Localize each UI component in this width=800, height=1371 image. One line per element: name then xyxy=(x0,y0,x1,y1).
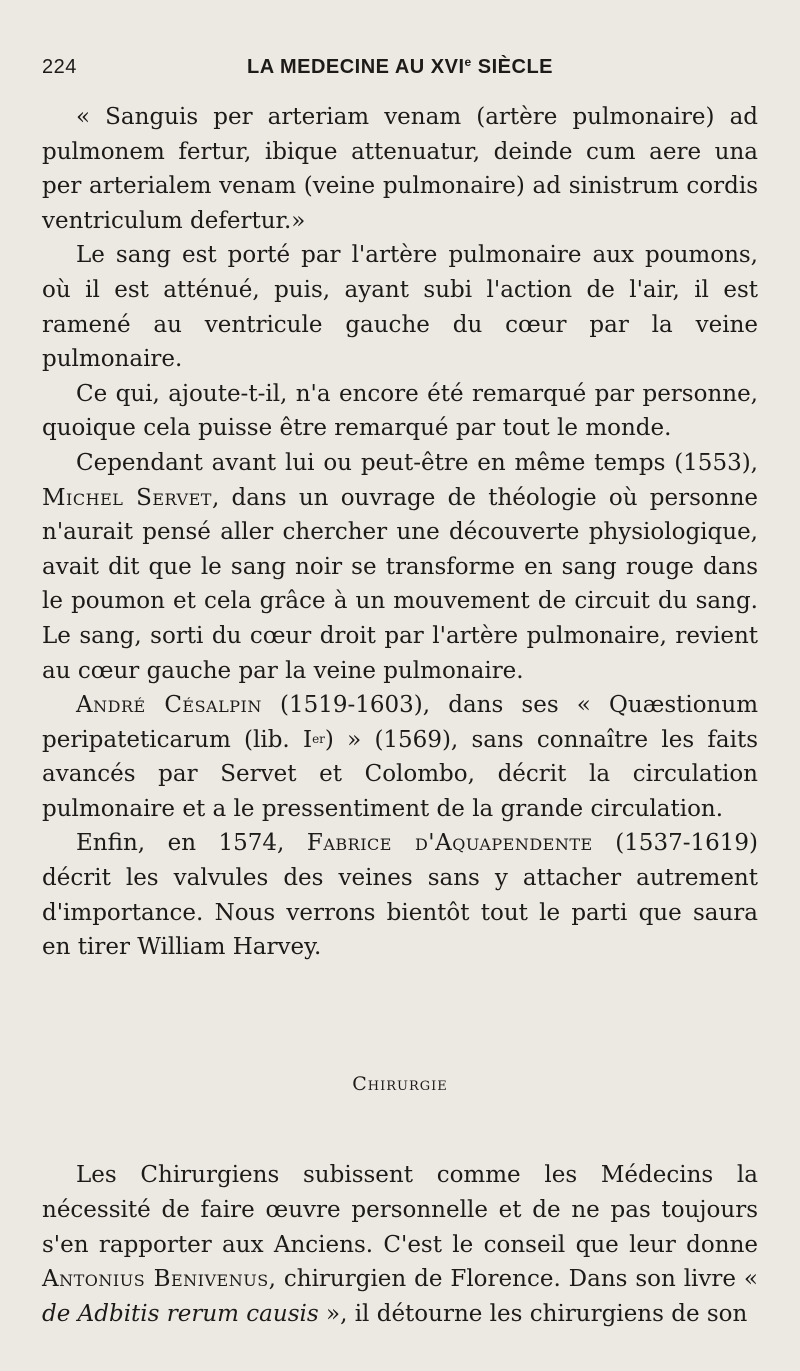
running-head-end: SIÈCLE xyxy=(471,56,554,78)
section-text xyxy=(42,1158,758,1332)
running-head-main: LA MEDECINE AU XVI xyxy=(246,56,465,78)
person-name-benivenus: Antonius Benivenus xyxy=(42,1266,269,1293)
running-head-sup: e xyxy=(464,55,472,69)
paragraph-fabrice-rest: (1537-1619) décrit les valvules des veines sans y attacher autrement d'importance. Nous verrons bientôt tout le parti que saura en tirer William Harvey. xyxy=(42,830,758,961)
paragraph-servet-rest: , dans un ouvrage de théologie où personne n'aurait pensé aller chercher une découverte physiologique, avait dit que le sang noir se transforme en sang rouge dans le poumon et cela grâce à un mouvement de circuit du sang. Le sang, sorti du cœur droit par l'artère pulmonaire, revient au cœur gauche par la veine pulmonaire. xyxy=(42,484,758,684)
paragraph-remark: Ce qui, ajoute-t-il, n'a encore été remarqué par personne, quoique cela puisse être remarqué par tout le monde. xyxy=(42,380,758,442)
paragraph-servet xyxy=(42,446,758,688)
paragraph-translation: Le sang est porté par l'artère pulmonaire aux poumons, où il est atténué, puis, ayant subi l'action de l'air, il est ramené au ventricule gauche du cœur par la veine pulmonaire. xyxy=(42,242,758,373)
person-name-servet: Michel Servet xyxy=(42,484,212,511)
running-head xyxy=(42,56,758,79)
paragraph-latin-quote: « Sanguis per arteriam venam (artère pulmonaire) ad pulmonem fertur, ibique attenuatur, deinde cum aere una per arterialem venam (veine pulmonaire) ad sinistrum cordis ventriculum defertur.» xyxy=(42,104,758,234)
paragraph-chirurgiens-start: Les Chirurgiens subissent comme les Médecins la nécessité de faire œuvre personnelle et de ne pas toujours s'en rapporter aux Anciens. C'est le conseil que leur donne xyxy=(42,1162,758,1258)
person-name-fabrice: Fabrice d'Aquapendente xyxy=(306,830,593,857)
paragraph-cesalpin-start: (1519-1603), dans ses « Quæstionum peripateticarum (lib. I xyxy=(42,692,758,753)
paragraph-fabrice xyxy=(42,826,758,964)
paragraph-servet-start: Cependant avant lui ou peut-être en même temps (1553), xyxy=(76,449,758,476)
paragraph-chirurgiens xyxy=(42,1158,758,1332)
paragraph-chirurgiens-end: », il détourne les chirurgiens de son xyxy=(318,1301,748,1328)
section-heading: Chirurgie xyxy=(352,1073,448,1095)
paragraph-cesalpin-rest: ) » (1569), sans connaître les faits avancés par Servet et Colombo, décrit la circulation pulmonaire et a le pressentiment de la grande circulation. xyxy=(42,726,758,822)
paragraph-cesalpin-sup: er xyxy=(312,731,325,746)
page-number: 224 xyxy=(42,56,77,78)
page-header xyxy=(42,50,758,90)
person-name-cesalpin: André Césalpin xyxy=(76,692,262,719)
main-text xyxy=(42,100,758,965)
paragraph-fabrice-start: Enfin, en 1574, xyxy=(76,830,307,857)
book-title: de Adbitis rerum causis xyxy=(42,1301,319,1328)
paragraph-chirurgiens-mid: , chirurgien de Florence. Dans son livre « xyxy=(268,1266,758,1293)
paragraph-cesalpin xyxy=(42,688,758,826)
